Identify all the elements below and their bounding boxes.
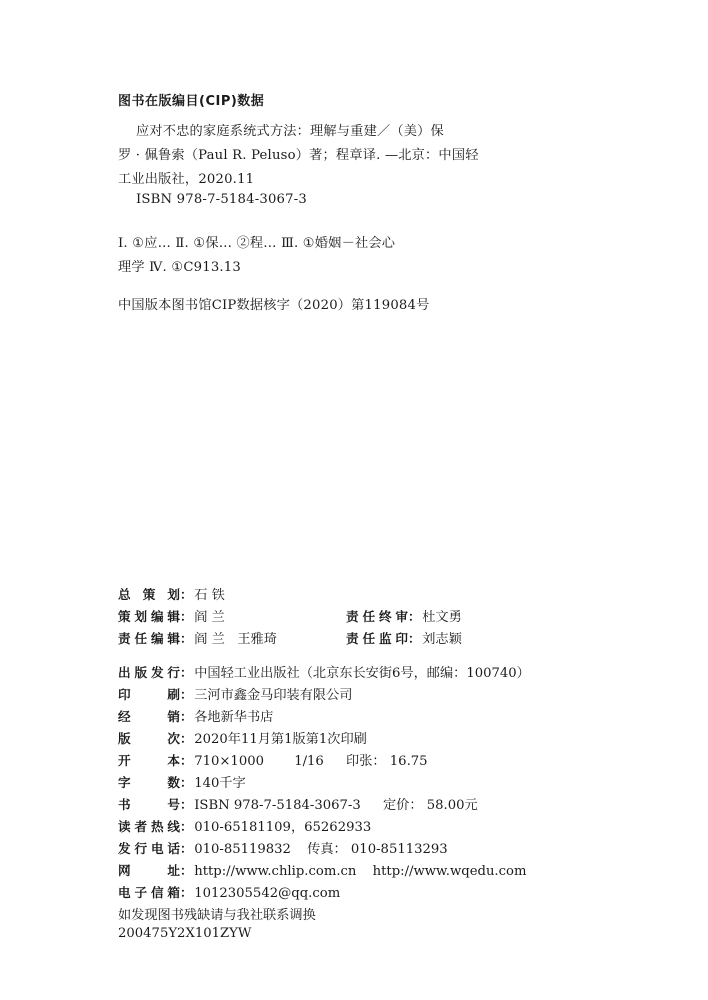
word-count-label: 字数 [118, 775, 180, 790]
cip-classification-line-1: Ⅰ. ①应… Ⅱ. ①保… ②程… Ⅲ. ①婚姻－社会心 [118, 236, 396, 251]
final-reviewer-value: 杜文勇 [422, 610, 462, 625]
planning-editor-row: 策划编辑： 阎 兰 [118, 606, 225, 625]
sales-phone-value: 010-85119832 [194, 842, 291, 857]
format-fold: 1/16 [294, 754, 324, 769]
book-number-label: 书号 [118, 797, 180, 812]
book-number-row: 书号： ISBN 978-7-5184-3067-3 定价： 58.00元 [118, 794, 478, 813]
chief-planner-row: 总策划： 石 铁 [118, 584, 225, 603]
fax-label: 传真 [307, 842, 334, 857]
supervisor-value: 刘志颖 [422, 632, 462, 647]
word-count-row: 字数： 140千字 [118, 772, 246, 791]
edition-value: 2020年11月第1版第1次印刷 [194, 732, 367, 747]
final-reviewer-label: 责任终审 [346, 609, 408, 624]
planning-editor-value: 阎 兰 [194, 610, 225, 625]
final-reviewer-row: 责任终审： 杜文勇 [346, 606, 462, 625]
planning-editor-label: 策划编辑 [118, 609, 180, 624]
cip-classification-line-2: 理学 Ⅳ. ①C913.13 [118, 260, 241, 275]
fax-value: 010-85113293 [350, 842, 448, 857]
publisher-value: 中国轻工业出版社（北京东长安街6号，邮编：100740） [194, 666, 530, 681]
hotline-label: 读者热线 [118, 819, 180, 834]
printer-label: 印刷 [118, 687, 180, 702]
printer-value: 三河市鑫金马印装有限公司 [194, 688, 353, 703]
supervisor-row: 责任监印： 刘志颖 [346, 628, 462, 647]
cip-record-number: 中国版本图书馆CIP数据核字（2020）第119084号 [118, 298, 430, 313]
hotline-value: 010-65181109，65262933 [194, 820, 372, 835]
format-row: 开本： 710×1000 1/16 印张： 16.75 [118, 750, 428, 769]
format-label: 开本 [118, 753, 180, 768]
price-label: 定价 [382, 798, 410, 813]
cip-isbn: ISBN 978-7-5184-3067-3 [136, 192, 307, 207]
sheets-label: 印张 [346, 754, 373, 769]
sheets-value: 16.75 [389, 754, 428, 769]
email-value[interactable]: 1012305542@qq.com [194, 886, 341, 901]
price-value: 58.00元 [426, 798, 478, 813]
website-label: 网址 [118, 863, 180, 878]
responsible-editor-label: 责任编辑 [118, 631, 180, 646]
format-size: 710×1000 [194, 754, 264, 769]
email-row: 电子信箱： 1012305542@qq.com [118, 882, 340, 901]
sales-phone-label: 发行电话 [118, 841, 180, 856]
website-row: 网址： http://www.chlip.com.cn http://www.wqedu.com [118, 860, 526, 879]
website-url-1[interactable]: http://www.chlip.com.cn [194, 864, 357, 879]
supervisor-label: 责任监印 [346, 631, 408, 646]
print-code: 200475Y2X101ZYW [118, 926, 252, 941]
book-number-value: ISBN 978-7-5184-3067-3 [194, 798, 361, 813]
word-count-value: 140千字 [194, 776, 246, 791]
cip-description-line-1: 应对不忠的家庭系统式方法：理解与重建／（美）保 [136, 124, 444, 139]
publisher-row: 出版发行： 中国轻工业出版社（北京东长安街6号，邮编：100740） [118, 662, 530, 681]
cip-heading: 图书在版编目(CIP)数据 [118, 94, 265, 109]
cip-description-line-3: 工业出版社，2020.11 [118, 172, 255, 187]
distributor-label: 经销 [118, 709, 180, 724]
distributor-row: 经销： 各地新华书店 [118, 706, 273, 725]
hotline-row: 读者热线： 010-65181109，65262933 [118, 816, 371, 835]
chief-planner-label: 总策划 [118, 587, 180, 602]
responsible-editor-row: 责任编辑： 阎 兰 王雅琦 [118, 628, 277, 647]
printer-row: 印刷： 三河市鑫金马印装有限公司 [118, 684, 352, 703]
defect-notice: 如发现图书残缺请与我社联系调换 [118, 908, 316, 923]
website-url-2[interactable]: http://www.wqedu.com [372, 864, 527, 879]
publisher-label: 出版发行 [118, 665, 180, 680]
edition-row: 版次： 2020年11月第1版第1次印刷 [118, 728, 367, 747]
responsible-editor-value: 阎 兰 王雅琦 [194, 632, 277, 647]
email-label: 电子信箱 [118, 885, 180, 900]
cip-description-line-2: 罗 · 佩鲁索（Paul R. Peluso）著；程章译. —北京：中国轻 [118, 148, 479, 163]
distributor-value: 各地新华书店 [194, 710, 274, 725]
edition-label: 版次 [118, 731, 180, 746]
chief-planner-value: 石 铁 [194, 588, 225, 603]
sales-phone-row: 发行电话： 010-85119832 传真： 010-85113293 [118, 838, 448, 857]
